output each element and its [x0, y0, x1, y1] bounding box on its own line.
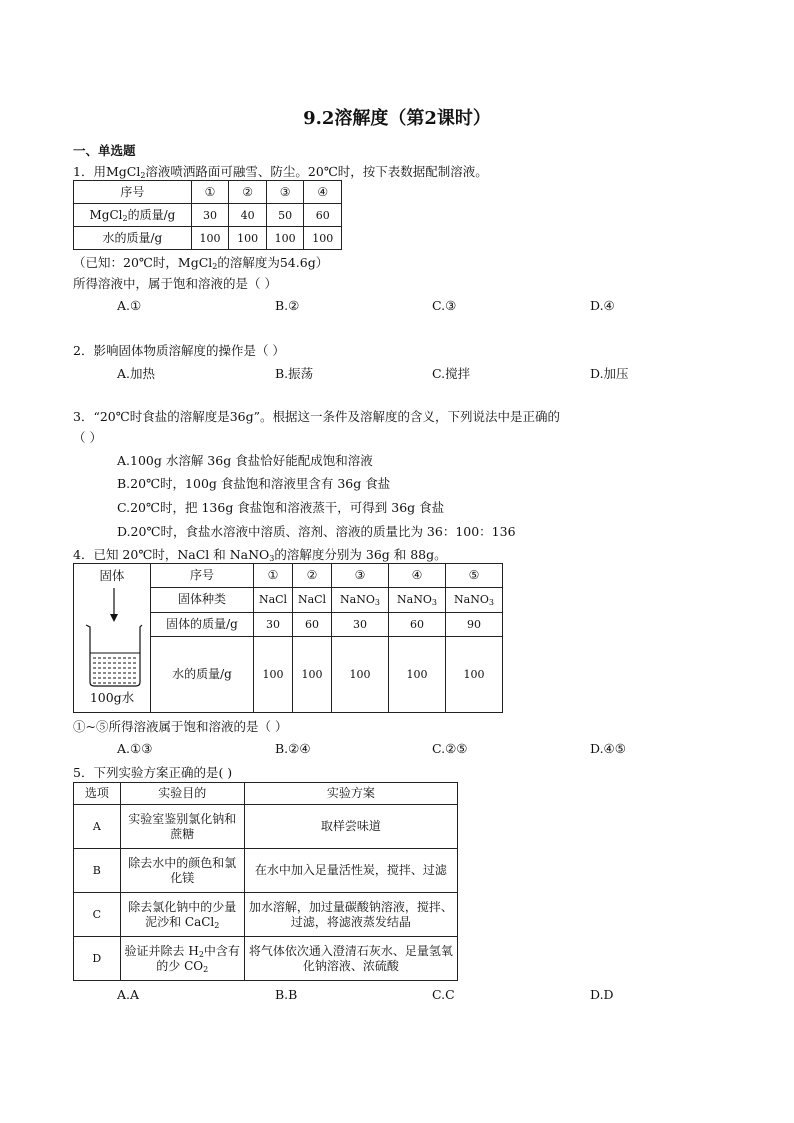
q4-option-c[interactable]: C.②⑤ — [432, 741, 468, 756]
q1-header-1: ① — [191, 181, 229, 204]
q1-header-3: ③ — [266, 181, 304, 204]
page-title: 9.2溶解度（第2课时） — [303, 108, 491, 129]
q1-stem: 1．用MgCl$_2$溶液喷洒路面可融雪、防尘。20℃时，按下表数据配制溶液。 — [73, 164, 488, 180]
q4-cell: NaNO$_3$ — [389, 588, 446, 612]
q5-option-b[interactable]: B.B — [275, 987, 298, 1002]
q4-stem: 4．已知 20℃时，NaCl 和 NaNO$_3$的溶解度分别为 36g 和 88g。 — [73, 547, 447, 563]
q1-row-mgcl2-label: MgCl$_2$的质量/g — [74, 204, 192, 227]
q4-figure-cell — [74, 564, 151, 713]
q3-stem: 3．“20℃时食盐的溶解度是36g”。根据这一条件及溶解度的含义，下列说法中是正确的 — [73, 409, 561, 424]
q4-header-5: ⑤ — [446, 564, 503, 588]
section-heading: 一、单选题 — [73, 143, 136, 158]
q4-question: ①~⑤所得溶液属于饱和溶液的是（ ） — [73, 719, 288, 734]
q4-row-solid-type-label: 固体种类 — [151, 588, 254, 612]
q4-cell: 90 — [446, 612, 503, 636]
q5-stem: 5．下列实验方案正确的是( ) — [73, 765, 233, 780]
q1-cell: 30 — [191, 204, 229, 227]
q5-row-purpose: 实验室鉴别氯化钠和蔗糖 — [120, 805, 244, 849]
q1-cell: 100 — [191, 227, 229, 250]
q1-cell: 100 — [229, 227, 267, 250]
q5-row-key: B — [74, 849, 121, 893]
q3-option-c[interactable]: C.20℃时，把 136g 食盐饱和溶液蒸干，可得到 36g 食盐 — [117, 500, 445, 515]
q1-cell: 100 — [266, 227, 304, 250]
q4-header-4: ④ — [389, 564, 446, 588]
q5-option-d[interactable]: D.D — [590, 987, 614, 1002]
q2-stem: 2．影响固体物质溶解度的操作是（ ） — [73, 343, 285, 358]
q1-cell: 100 — [304, 227, 342, 250]
q5-header-purpose: 实验目的 — [120, 783, 244, 805]
figure-water-label: 100g水 — [89, 690, 135, 705]
q1-cell: 60 — [304, 204, 342, 227]
q4-cell: 30 — [332, 612, 389, 636]
q5-row-plan: 加水溶解，加过量碳酸钠溶液，搅拌、过滤，将滤液蒸发结晶 — [244, 893, 457, 937]
q5-row-plan: 将气体依次通入澄清石灰水、足量氢氧化钠溶液、浓硫酸 — [244, 937, 457, 981]
q5-row-plan: 在水中加入足量活性炭，搅拌、过滤 — [244, 849, 457, 893]
q4-row-solid-mass-label: 固体的质量/g — [151, 612, 254, 636]
q1-question: 所得溶液中，属于饱和溶液的是（ ） — [73, 276, 277, 291]
q5-option-c[interactable]: C.C — [432, 987, 455, 1002]
q5-table — [73, 782, 458, 981]
q4-cell: 60 — [293, 612, 332, 636]
q1-header-4: ④ — [304, 181, 342, 204]
q4-cell: 100 — [332, 636, 389, 712]
q1-cell: 40 — [229, 204, 267, 227]
q5-header-option: 选项 — [74, 783, 121, 805]
q1-header-2: ② — [229, 181, 267, 204]
q4-cell: 100 — [446, 636, 503, 712]
q3-option-b[interactable]: B.20℃时，100g 食盐饱和溶液里含有 36g 食盐 — [117, 476, 391, 491]
q5-row-purpose: 除去氯化钠中的少量泥沙和 CaCl$_2$ — [120, 893, 244, 937]
q5-row-purpose: 验证并除去 $H_2$中含有的少 $CO_2$ — [120, 937, 244, 981]
q2-option-d[interactable]: D.加压 — [590, 366, 629, 381]
q4-cell: NaCl — [293, 588, 332, 612]
q4-cell: NaNO$_3$ — [332, 588, 389, 612]
q1-table — [73, 180, 342, 250]
q4-cell: 100 — [293, 636, 332, 712]
q1-header-index: 序号 — [74, 181, 192, 204]
q4-row-water-mass-label: 水的质量/g — [151, 636, 254, 712]
q3-paren: （ ） — [73, 430, 102, 445]
q5-header-plan: 实验方案 — [244, 783, 457, 805]
q1-option-b[interactable]: B.② — [275, 298, 300, 313]
q4-option-b[interactable]: B.②④ — [275, 741, 311, 756]
q5-row-key: D — [74, 937, 121, 981]
q2-option-c[interactable]: C.搅拌 — [432, 366, 471, 381]
q4-header-2: ② — [293, 564, 332, 588]
q4-table — [73, 563, 503, 713]
q4-cell: 100 — [254, 636, 293, 712]
q4-cell: NaNO$_3$ — [446, 588, 503, 612]
q4-cell: 30 — [254, 612, 293, 636]
q4-cell: 60 — [389, 612, 446, 636]
q4-header-index: 序号 — [151, 564, 254, 588]
figure-solid-label: 固体 — [99, 568, 125, 583]
q1-cell: 50 — [266, 204, 304, 227]
q1-row-water-label: 水的质量/g — [74, 227, 192, 250]
beaker-figure — [74, 564, 150, 712]
q4-header-3: ③ — [332, 564, 389, 588]
q1-option-d[interactable]: D.④ — [590, 298, 615, 313]
q4-option-a[interactable]: A.①③ — [117, 741, 153, 756]
q4-cell: NaCl — [254, 588, 293, 612]
q3-option-d[interactable]: D.20℃时，食盐水溶液中溶质、溶剂、溶液的质量比为 36：100：136 — [117, 524, 516, 539]
q5-row-plan: 取样尝味道 — [244, 805, 457, 849]
q5-option-a[interactable]: A.A — [117, 987, 140, 1002]
q4-header-1: ① — [254, 564, 293, 588]
q2-option-a[interactable]: A.加热 — [117, 366, 156, 381]
q2-option-b[interactable]: B.振荡 — [275, 366, 314, 381]
q5-row-key: C — [74, 893, 121, 937]
q1-note: （已知：20℃时，MgCl$_2$的溶解度为54.6g） — [73, 255, 329, 271]
q1-option-c[interactable]: C.③ — [432, 298, 457, 313]
q3-option-a[interactable]: A.100g 水溶解 36g 食盐恰好能配成饱和溶液 — [117, 453, 373, 468]
q4-option-d[interactable]: D.④⑤ — [590, 741, 626, 756]
q5-row-purpose: 除去水中的颜色和氯化镁 — [120, 849, 244, 893]
q1-option-a[interactable]: A.① — [117, 298, 142, 313]
q5-row-key: A — [74, 805, 121, 849]
q4-cell: 100 — [389, 636, 446, 712]
